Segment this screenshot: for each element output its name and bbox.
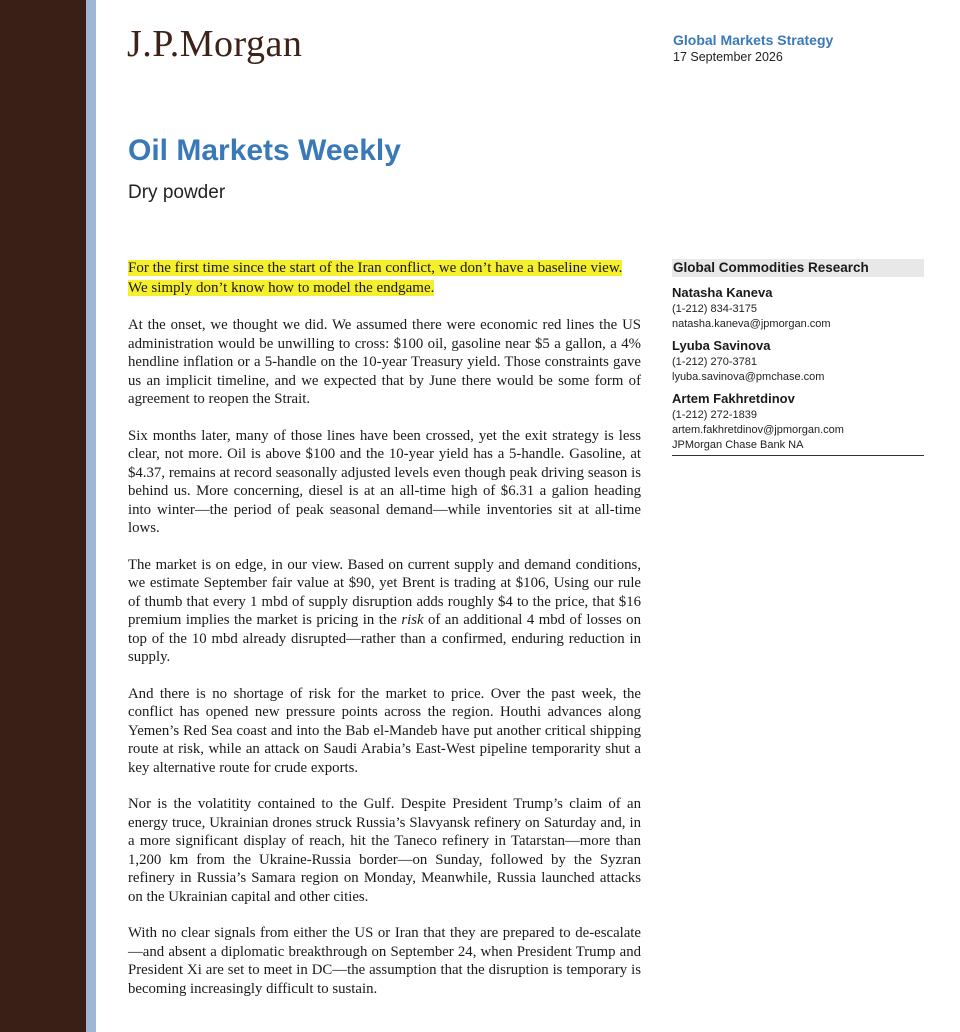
sidebar-stripe	[86, 0, 96, 1032]
contact-name: Artem Fakhretdinov	[672, 391, 795, 406]
brand-sidebar	[0, 0, 86, 1032]
report-subtitle: Dry powder	[128, 182, 226, 203]
report-date: 17 September 2026	[673, 50, 783, 64]
paragraph-6: With no clear signals from either the US or Iran that they are prepared to de-escalate —and absent a diplomatic breakthrough on September 24, when President Trump and President Xi are set to meet in DC—the assumption that the disruption is temporary is becoming increasingly difficult to sustain.	[128, 925, 641, 997]
paragraph-5: Nor is the volatitity contained to the Gulf. Despite President Trump’s claim of an energy truce, Ukrainian drones struck Russia’s Slavyansk refinery on Saturday and, in a more significant display of reach, hit the Taneco refinery in Tatarstan—more than 1,200 km from the Ukraine-Russia border—on Sunday, followed by the Syzran refinery in Russia’s Samara region on Monday, Meanwhile, Russia launched attacks on the Ukrainian capital and other cities.	[128, 796, 641, 905]
research-contacts-panel	[672, 259, 924, 456]
series-name: Global Markets Strategy	[673, 32, 834, 48]
watermark-logo	[0, 720, 140, 1032]
paragraph-3: The market is on edge, in our view. Based on current supply and demand conditions, we estimate September fair value at $90, yet Brent is trading at $106, Using our rule of thumb that every 1 mbd of supply disruption adds roughly $4 to the price, that $16 premium implies the market is pricing in the risk of an additional 4 mbd of losses on top of the 10 mbd already disrupted—rather than a confirmed, enduring reduction in supply.	[128, 556, 641, 665]
paragraph-2: Six months later, many of those lines have been crossed, yet the exit strategy is less clear, not more. Oil is above $100 and the 10-year yield has a 5-handle. Gasoline, at $4.37, remains at record seasonally adjusted levels even though peak driving season is behind us. More concerning, diesel is at an all-time high of $6.31 a galion heading into winter—the period of peak seasonal demand—while inventories sit at all-time lows.	[128, 427, 641, 536]
panel-divider	[672, 455, 924, 456]
highlighted-lead: For the first time since the start of the Iran conflict, we don’t have a baseline view. We simply don’t know how to model the endgame.	[128, 260, 623, 296]
article-body	[128, 258, 641, 1016]
report-title: Oil Markets Weekly	[128, 134, 401, 167]
contact-email[interactable]: artem.fakhretdinov@jpmorgan.com	[672, 424, 844, 436]
contact-phone: (1-212) 834-3175	[672, 303, 758, 315]
paragraph-4: And there is no shortage of risk for the market to price. Over the past week, the conflict has opened new pressure points across the region. Houthi advances along Yemen’s Red Sea coast and into the Bab el-Mandeb have put another critical shipping route at risk, while an attack on Saudi Arabia’s East-West pipeline temporarity shut a key alternative route for crude exports.	[128, 685, 641, 776]
contact-card	[672, 285, 924, 330]
report-header	[673, 32, 833, 64]
paragraph-1: At the onset, we thought we did. We assumed there were economic red lines the US administration would be unwilling to cross: $100 oil, gasoline near $5 a gallon, a 4% hendline inflation or a 5-handle on the 10-year Treasury yield. Those constraints gave us an implicit timeline, and we expected that by June there would be some form of agreement to reopen the Strait.	[128, 317, 641, 407]
research-heading: Global Commodities Research	[672, 259, 924, 277]
contact-phone: (1-212) 270-3781	[672, 356, 758, 368]
contact-name: Natasha Kaneva	[672, 285, 773, 300]
contact-email[interactable]: lyuba.savinova@pmchase.com	[672, 371, 825, 383]
contact-card	[672, 391, 924, 451]
jpmorgan-logo: J.P.Morgan	[127, 23, 303, 65]
contact-entity: JPMorgan Chase Bank NA	[672, 439, 804, 451]
contact-phone: (1-212) 272-1839	[672, 409, 758, 421]
contact-email[interactable]: natasha.kaneva@jpmorgan.com	[672, 318, 831, 330]
contact-name: Lyuba Savinova	[672, 338, 771, 353]
contact-card	[672, 338, 924, 383]
